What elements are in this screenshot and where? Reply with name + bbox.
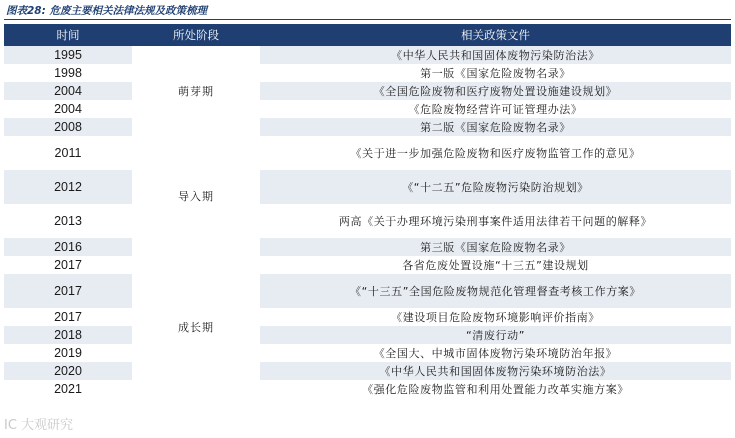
document-cell: 《“十二五”危险废物污染防治规划》 xyxy=(260,170,731,204)
document-cell: 两高《关于办理环境污染刑事案件适用法律若干问题的解释》 xyxy=(260,204,731,238)
year-cell: 2021 xyxy=(4,380,132,398)
table-row xyxy=(4,136,731,170)
caption-divider xyxy=(4,19,731,20)
document-cell: 《全国大、中城市固体废物污染环境防治年报》 xyxy=(260,344,731,362)
table-row xyxy=(4,118,731,136)
policy-table xyxy=(4,24,731,398)
table-row xyxy=(4,204,731,238)
year-cell: 2017 xyxy=(4,274,132,308)
header-stage: 所处阶段 xyxy=(132,24,260,46)
document-cell: 第一版《国家危险废物名录》 xyxy=(260,64,731,82)
table-row xyxy=(4,64,731,82)
table-row xyxy=(4,100,731,118)
table-row xyxy=(4,170,731,204)
document-cell: 《强化危险废物监管和利用处置能力改革实施方案》 xyxy=(260,380,731,398)
table-row xyxy=(4,274,731,308)
document-cell: 第三版《国家危险废物名录》 xyxy=(260,238,731,256)
year-cell: 2017 xyxy=(4,256,132,274)
year-cell: 2012 xyxy=(4,170,132,204)
table-row xyxy=(4,238,731,256)
stage-cell-growth: 成长期 xyxy=(132,256,260,398)
table-row xyxy=(4,46,731,64)
watermark: IC 大观研究 xyxy=(4,418,74,433)
year-cell: 2004 xyxy=(4,100,132,118)
document-cell: 《建设项目危险废物环境影响评价指南》 xyxy=(260,308,731,326)
stage-cell-introduction: 导入期 xyxy=(132,136,260,256)
document-cell: 《关于进一步加强危险废物和医疗废物监管工作的意见》 xyxy=(260,136,731,170)
document-cell: 《中华人民共和国固体废物污染环境防治法》 xyxy=(260,362,731,380)
year-cell: 1995 xyxy=(4,46,132,64)
year-cell: 2019 xyxy=(4,344,132,362)
table-row xyxy=(4,82,731,100)
document-cell: 《“十三五”全国危险废物规范化管理督查考核工作方案》 xyxy=(260,274,731,308)
year-cell: 2020 xyxy=(4,362,132,380)
table-row xyxy=(4,326,731,344)
year-cell: 1998 xyxy=(4,64,132,82)
document-cell: 《中华人民共和国固体废物污染防治法》 xyxy=(260,46,731,64)
year-cell: 2011 xyxy=(4,136,132,170)
document-cell: “清废行动” xyxy=(260,326,731,344)
document-cell: 各省危废处置设施“十三五”建设规划 xyxy=(260,256,731,274)
document-cell: 《危险废物经营许可证管理办法》 xyxy=(260,100,731,118)
table-row xyxy=(4,380,731,398)
document-cell: 《全国危险废物和医疗废物处置设施建设规划》 xyxy=(260,82,731,100)
year-cell: 2016 xyxy=(4,238,132,256)
header-time: 时间 xyxy=(4,24,132,46)
year-cell: 2013 xyxy=(4,204,132,238)
year-cell: 2017 xyxy=(4,308,132,326)
header-documents: 相关政策文件 xyxy=(260,24,731,46)
year-cell: 2004 xyxy=(4,82,132,100)
table-header-row xyxy=(4,24,731,46)
document-cell: 第二版《国家危险废物名录》 xyxy=(260,118,731,136)
figure-caption: 图表28: 危废主要相关法律法规及政策梳理 xyxy=(6,5,207,17)
year-cell: 2018 xyxy=(4,326,132,344)
table-row xyxy=(4,308,731,326)
year-cell: 2008 xyxy=(4,118,132,136)
table-row xyxy=(4,362,731,380)
stage-cell-sprout: 萌芽期 xyxy=(132,46,260,136)
table-row xyxy=(4,344,731,362)
table-row xyxy=(4,256,731,274)
